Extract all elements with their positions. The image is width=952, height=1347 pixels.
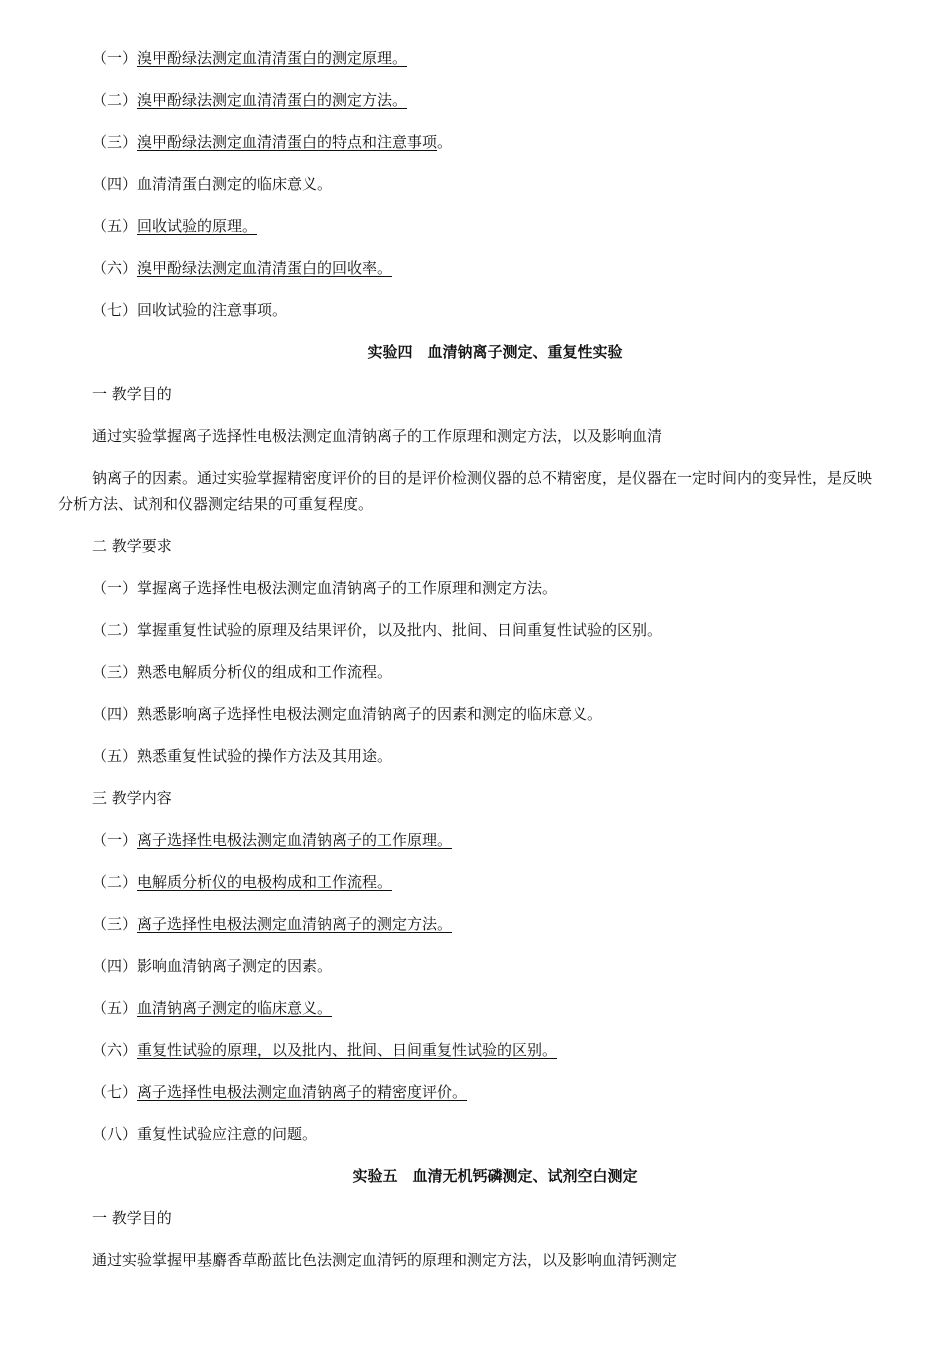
item-text: 溴甲酚绿法测定血清清蛋白的测定原理。 <box>137 49 408 67</box>
subsection-heading: 二 教学要求 <box>92 537 172 555</box>
item-text: 溴甲酚绿法测定血清清蛋白的回收率。 <box>137 259 393 277</box>
item-text: 重复性试验应注意的问题。 <box>137 1125 318 1143</box>
item-number: （三） <box>92 915 138 933</box>
list-item <box>92 998 332 1018</box>
paragraph-line: 通过实验掌握甲基麝香草酚蓝比色法测定血清钙的原理和测定方法，以及影响血清钙测定 <box>92 1251 678 1269</box>
item-number: （七） <box>92 1083 138 1101</box>
item-number: （五） <box>92 999 138 1017</box>
item-number: （一） <box>92 49 138 67</box>
item-number: （五） <box>92 217 138 235</box>
list-item <box>92 1124 317 1144</box>
paragraph-line: 通过实验掌握离子选择性电极法测定血清钠离子的工作原理和测定方法，以及影响血清 <box>92 427 663 445</box>
item-text: 离子选择性电极法测定血清钠离子的测定方法。 <box>137 915 453 933</box>
list-item <box>92 578 557 598</box>
section-title: 实验五 血清无机钙磷测定、试剂空白测定 <box>352 1167 638 1185</box>
list-item <box>92 956 332 976</box>
paragraph: 钠离子的因素。通过实验掌握精密度评价的目的是评价检测仪器的总不精密度，是仪器在一定时间内的变异性，是反映分析方法、试剂和仪器测定结果的可重复程度。 <box>58 469 873 513</box>
item-number: （五） <box>92 747 138 765</box>
list-item <box>92 258 392 278</box>
item-number: （六） <box>92 259 138 277</box>
item-number: （一） <box>92 579 138 597</box>
item-number: （二） <box>92 873 138 891</box>
item-text: 熟悉电解质分析仪的组成和工作流程。 <box>137 663 393 681</box>
item-number: （四） <box>92 175 138 193</box>
list-item <box>92 872 392 892</box>
subsection-heading: 一 教学目的 <box>92 385 172 403</box>
item-number: （八） <box>92 1125 138 1143</box>
item-text: 重复性试验的原理，以及批内、批间、日间重复性试验的区别。 <box>137 1041 558 1059</box>
item-text: 溴甲酚绿法测定血清清蛋白的特点和注意事项 <box>137 133 438 151</box>
item-text: 回收试验的注意事项。 <box>137 301 288 319</box>
item-number: （三） <box>92 663 138 681</box>
list-item <box>92 174 332 194</box>
list-item <box>92 830 452 850</box>
subsection-heading: 一 教学目的 <box>92 1209 172 1227</box>
item-number: （四） <box>92 705 138 723</box>
list-item <box>92 662 392 682</box>
item-number: （三） <box>92 133 138 151</box>
item-text: 离子选择性电极法测定血清钠离子的工作原理。 <box>137 831 453 849</box>
item-text: 熟悉影响离子选择性电极法测定血清钠离子的因素和测定的临床意义。 <box>137 705 603 723</box>
list-item <box>92 1040 557 1060</box>
list-item <box>92 746 392 766</box>
list-item <box>92 1082 467 1102</box>
list-item <box>92 704 602 724</box>
item-text: 电解质分析仪的电极构成和工作流程。 <box>137 873 393 891</box>
subsection-heading: 三 教学内容 <box>92 789 172 807</box>
item-tail: 。 <box>437 133 453 151</box>
list-item <box>92 914 452 934</box>
list-item <box>92 132 452 152</box>
item-text: 血清钠离子测定的临床意义。 <box>137 999 333 1017</box>
list-item <box>92 90 407 110</box>
item-number: （二） <box>92 621 138 639</box>
item-text: 回收试验的原理。 <box>137 217 258 235</box>
item-text: 溴甲酚绿法测定血清清蛋白的测定方法。 <box>137 91 408 109</box>
list-item <box>92 216 257 236</box>
section-title: 实验四 血清钠离子测定、重复性实验 <box>367 343 623 361</box>
item-text: 熟悉重复性试验的操作方法及其用途。 <box>137 747 393 765</box>
item-number: （二） <box>92 91 138 109</box>
list-item <box>92 300 287 320</box>
item-text: 掌握离子选择性电极法测定血清钠离子的工作原理和测定方法。 <box>137 579 558 597</box>
item-number: （四） <box>92 957 138 975</box>
item-text: 离子选择性电极法测定血清钠离子的精密度评价。 <box>137 1083 468 1101</box>
list-item <box>92 620 662 640</box>
item-number: （六） <box>92 1041 138 1059</box>
item-text: 影响血清钠离子测定的因素。 <box>137 957 333 975</box>
item-number: （一） <box>92 831 138 849</box>
item-text: 掌握重复性试验的原理及结果评价，以及批内、批间、日间重复性试验的区别。 <box>137 621 663 639</box>
item-number: （七） <box>92 301 138 319</box>
item-text: 血清清蛋白测定的临床意义。 <box>137 175 333 193</box>
list-item <box>92 48 407 68</box>
